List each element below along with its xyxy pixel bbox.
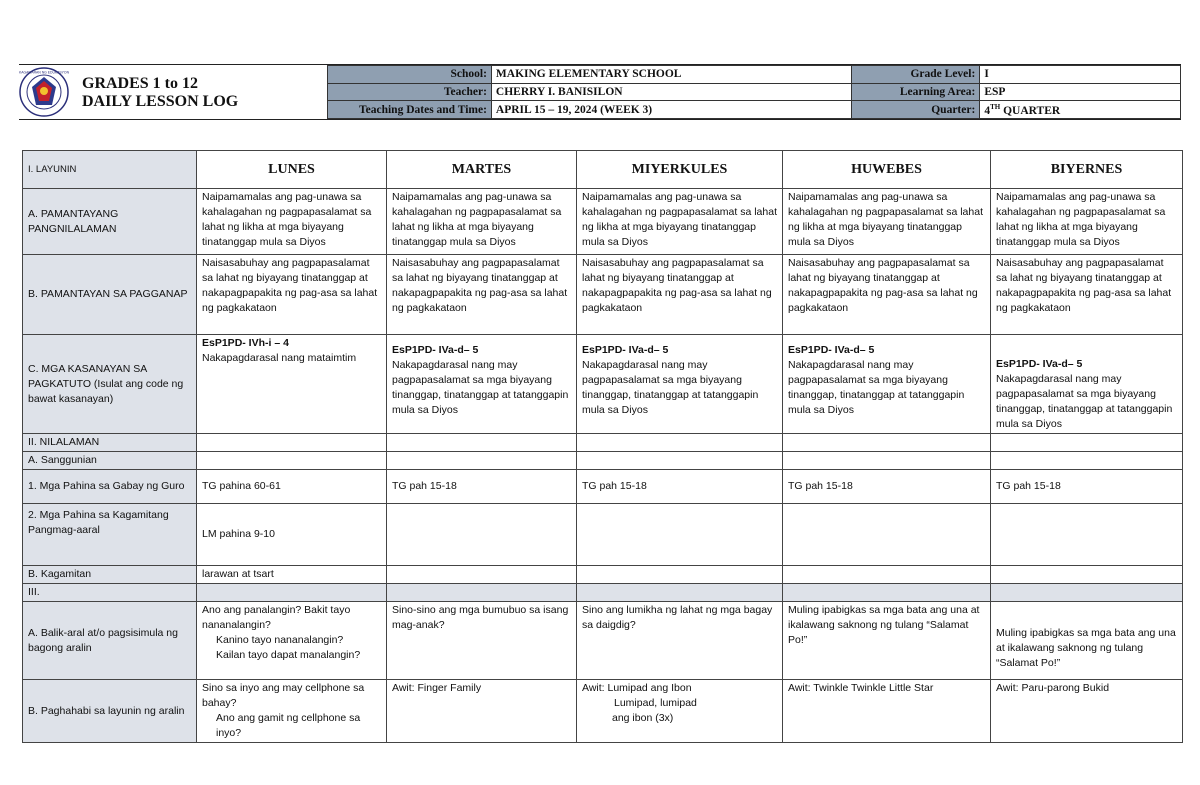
table-cell: Awit: Finger Family	[387, 680, 577, 743]
table-cell	[783, 335, 991, 434]
table-cell	[783, 566, 991, 584]
question-text: Sino sa inyo ang may cellphone sa bahay?	[202, 682, 365, 709]
day-martes: MARTES	[387, 151, 577, 189]
day-biyernes: BIYERNES	[991, 151, 1183, 189]
teacher-label: Teacher:	[328, 83, 492, 101]
section-nilalaman: II. NILALAMAN	[23, 434, 197, 452]
table-cell: Awit: Twinkle Twinkle Little Star	[783, 680, 991, 743]
competency-code: EsP1PD- IVa-d– 5	[788, 344, 875, 356]
table-cell	[387, 504, 577, 566]
row-label: 1. Mga Pahina sa Gabay ng Guro	[23, 470, 197, 504]
quarter-num: 4	[984, 104, 991, 117]
table-row	[23, 452, 1183, 470]
section-iii: III.	[23, 584, 197, 602]
table-cell: Naipamamalas ang pag-unawa sa kahalagahan ng pagpapasalamat sa lahat ng likha at mga biyayang tinatanggap mula sa Diyos	[387, 189, 577, 255]
table-cell: TG pahina 60-61	[197, 470, 387, 504]
school-value: MAKING ELEMENTARY SCHOOL	[491, 66, 852, 84]
table-row	[23, 602, 1183, 680]
seal-text: KAGAWARAN NG EDUKASYON	[19, 70, 69, 75]
quarter-word: QUARTER	[1000, 104, 1061, 117]
table-row	[23, 566, 1183, 584]
row-label: C. MGA KASANAYAN SA PAGKATUTO (Isulat ang code ng bawat kasanayan)	[23, 335, 197, 434]
competency-text: Nakapagdarasal nang may pagpapasalamat sa mga biyayang tinanggap, tinatanggap at tatanggapin mula sa Diyos	[788, 359, 965, 416]
table-cell	[577, 504, 783, 566]
table-row	[23, 680, 1183, 743]
day-miyerkules: MIYERKULES	[577, 151, 783, 189]
info-table	[327, 65, 1181, 119]
table-cell: TG pah 15-18	[783, 470, 991, 504]
deped-seal-icon	[19, 67, 69, 117]
table-cell	[577, 335, 783, 434]
table-cell	[783, 504, 991, 566]
lesson-log-table	[22, 150, 1183, 743]
table-cell: Naisasabuhay ang pagpapasalamat sa lahat ng biyayang tinatanggap at nakapagpapakita ng pag-asa sa lahat ng pagkakataon	[197, 255, 387, 335]
table-cell: larawan at tsart	[197, 566, 387, 584]
grade-value: I	[980, 66, 1181, 84]
row-label: B. Kagamitan	[23, 566, 197, 584]
grade-label: Grade Level:	[852, 66, 980, 84]
table-cell: Naipamamalas ang pag-unawa sa kahalagahan ng pagpapasalamat sa lahat ng likha at mga biyayang tinatanggap mula sa Diyos	[197, 189, 387, 255]
table-cell: Naisasabuhay ang pagpapasalamat sa lahat ng biyayang tinatanggap at nakapagpapakita ng pag-asa sa lahat ng pagkakataon	[991, 255, 1183, 335]
song-title: Awit: Lumipad ang Ibon	[582, 682, 692, 694]
teacher-value: CHERRY I. BANISILON	[491, 83, 852, 101]
table-cell	[991, 566, 1183, 584]
title-line-2: DAILY LESSON LOG	[82, 93, 239, 110]
table-cell: Naisasabuhay ang pagpapasalamat sa lahat ng biyayang tinatanggap at nakapagpapakita ng pag-asa sa lahat ng pagkakataon	[387, 255, 577, 335]
table-cell	[197, 602, 387, 680]
days-header-row	[23, 151, 1183, 189]
table-cell: TG pah 15-18	[387, 470, 577, 504]
table-cell: Sino ang lumikha ng lahat ng mga bagay sa daigdig?	[577, 602, 783, 680]
area-label: Learning Area:	[852, 83, 980, 101]
row-label: A. Balik-aral at/o pagsisimula ng bagong aralin	[23, 602, 197, 680]
table-cell: Naipamamalas ang pag-unawa sa kahalagahan ng pagpapasalamat sa lahat ng likha at mga biyayang tinatanggap mula sa Diyos	[991, 189, 1183, 255]
row-label: B. PAMANTAYAN SA PAGGANAP	[23, 255, 197, 335]
table-cell	[991, 504, 1183, 566]
competency-code: EsP1PD- IVa-d– 5	[996, 358, 1083, 370]
table-cell	[577, 566, 783, 584]
competency-text: Nakapagdarasal nang may pagpapasalamat sa mga biyayang tinanggap, tinatanggap at tatanggapin mula sa Diyos	[582, 359, 759, 416]
row-label: A. PAMANTAYANG PANGNILALAMAN	[23, 189, 197, 255]
quarter-value	[980, 101, 1181, 119]
table-cell	[991, 335, 1183, 434]
day-huwebes: HUWEBES	[783, 151, 991, 189]
table-cell: Sino-sino ang mga bumubuo sa isang mag-anak?	[387, 602, 577, 680]
area-value: ESP	[980, 83, 1181, 101]
sanggunian-label: A. Sanggunian	[23, 452, 197, 470]
table-cell	[577, 680, 783, 743]
row-label: B. Paghahabi sa layunin ng aralin	[23, 680, 197, 743]
table-row	[23, 504, 1183, 566]
table-row	[23, 470, 1183, 504]
competency-code: EsP1PD- IVa-d– 5	[392, 344, 479, 356]
table-cell: TG pah 15-18	[991, 470, 1183, 504]
table-cell	[387, 335, 577, 434]
table-cell: Naipamamalas ang pag-unawa sa kahalagahan ng pagpapasalamat sa lahat ng likha at mga biyayang tinatanggap mula sa Diyos	[783, 189, 991, 255]
dates-label: Teaching Dates and Time:	[328, 101, 492, 119]
table-cell: TG pah 15-18	[577, 470, 783, 504]
question-text: Kanino tayo nananalangin?	[216, 634, 344, 646]
header-bar	[19, 64, 1181, 120]
question-text: Ano ang gamit ng cellphone sa inyo?	[216, 712, 361, 739]
song-lyric: Lumipad, lumipad	[614, 697, 697, 709]
table-cell	[197, 335, 387, 434]
table-row	[23, 434, 1183, 452]
table-cell: Naisasabuhay ang pagpapasalamat sa lahat ng biyayang tinatanggap at nakapagpapakita ng pag-asa sa lahat ng pagkakataon	[577, 255, 783, 335]
song-lyric: ang ibon (3x)	[612, 712, 674, 724]
table-cell	[387, 566, 577, 584]
competency-code: EsP1PD- IVa-d– 5	[582, 344, 669, 356]
table-row	[23, 189, 1183, 255]
title-line-1: GRADES 1 to 12	[82, 75, 199, 92]
table-cell	[197, 680, 387, 743]
question-text: Kailan tayo dapat manalangin?	[216, 649, 361, 661]
day-lunes: LUNES	[197, 151, 387, 189]
row-label: 2. Mga Pahina sa Kagamitang Pangmag-aaral	[23, 504, 197, 566]
table-cell: Muling ipabigkas sa mga bata ang una at ikalawang saknong ng tulang “Salamat Po!”	[991, 602, 1183, 680]
section-band-row	[23, 584, 1183, 602]
table-cell: Awit: Paru-parong Bukid	[991, 680, 1183, 743]
table-row	[23, 335, 1183, 434]
table-cell: Naipamamalas ang pag-unawa sa kahalagahan ng pagpapasalamat sa lahat ng likha at mga biyayang tinatanggap mula sa Diyos	[577, 189, 783, 255]
quarter-label: Quarter:	[852, 101, 980, 119]
question-text: Ano ang panalangin? Bakit tayo nananalangin?	[202, 604, 351, 631]
competency-text: Nakapagdarasal nang may pagpapasalamat sa mga biyayang tinanggap, tinatanggap at tatanggapin mula sa Diyos	[996, 373, 1173, 430]
table-cell: Naisasabuhay ang pagpapasalamat sa lahat ng biyayang tinatanggap at nakapagpapakita ng pag-asa sa lahat ng pagkakataon	[783, 255, 991, 335]
table-cell: LM pahina 9-10	[197, 504, 387, 566]
competency-code: EsP1PD- IVh-i – 4	[202, 337, 289, 349]
table-cell: Muling ipabigkas sa mga bata ang una at ikalawang saknong ng tulang “Salamat Po!”	[783, 602, 991, 680]
dates-value: APRIL 15 – 19, 2024 (WEEK 3)	[491, 101, 852, 119]
school-label: School:	[328, 66, 492, 84]
table-row	[23, 255, 1183, 335]
competency-text: Nakapagdarasal nang may pagpapasalamat sa mga biyayang tinanggap, tinatanggap at tatanggapin mula sa Diyos	[392, 359, 569, 416]
section-layunin: I. LAYUNIN	[23, 151, 197, 189]
document-title	[82, 75, 238, 111]
competency-text: Nakapagdarasal nang mataimtim	[202, 352, 357, 364]
quarter-sup: TH	[990, 102, 1001, 111]
